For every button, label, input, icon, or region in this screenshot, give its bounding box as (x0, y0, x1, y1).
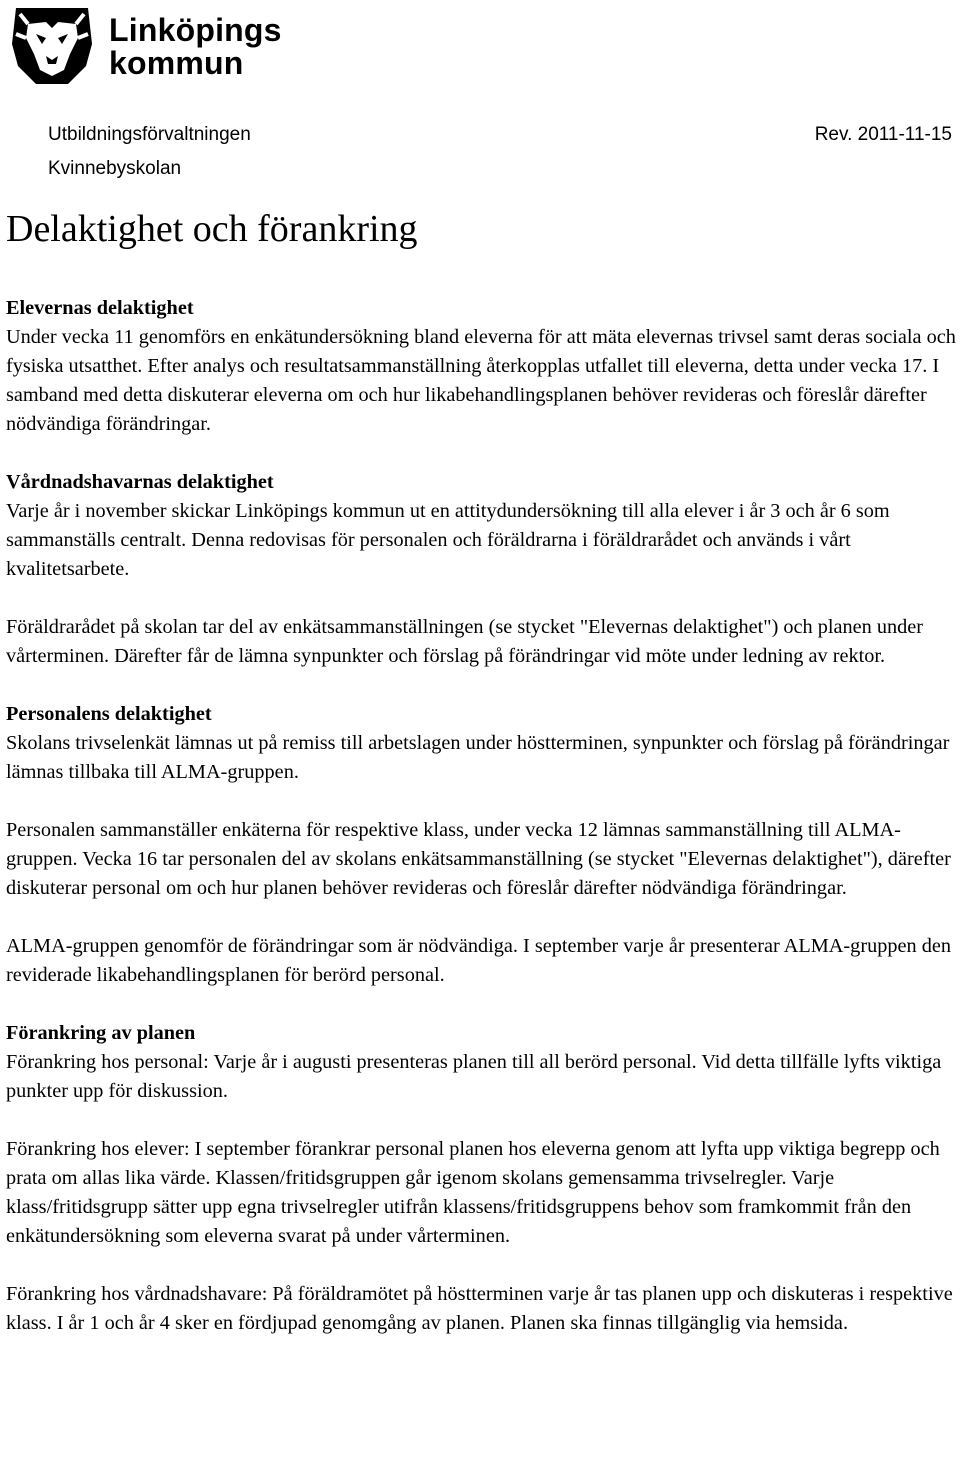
paragraph: Under vecka 11 genomförs en enkätundersökning bland eleverna för att mäta elevernas trivsel samt deras sociala och fysiska utsatthet. Efter analys och resultatsammanställning återkopplas utfallet till eleverna, detta under vecka 17. I samband med detta diskuterar eleverna om och hur likabehandlingsplanen behöver revideras och föreslår därefter nödvändiga förändringar. (6, 326, 956, 435)
logo-wordmark (109, 14, 282, 80)
paragraph: Varje år i november skickar Linköpings kommun ut en attitydundersökning till alla elever i år 3 och år 6 som sammanställs centralt. Denna redovisas för personalen och föräldrarna i föräldrarådet och används i vårt kvalitetsarbete. (6, 500, 890, 580)
section-heading-vardnadshavare: Vårdnadshavarnas delaktighet (6, 471, 274, 493)
paragraph: ALMA-gruppen genomför de förändringar som är nödvändiga. I september varje år presenterar ALMA-gruppen den reviderade likabehandlingsplanen för berörd personal. (6, 935, 951, 986)
logo-line-1: Linköpings (109, 12, 282, 48)
paragraph: Förankring hos vårdnadshavare: På föräldramötet på höstterminen varje år tas planen upp och diskuteras i respektive klass. I år 1 och år 4 sker en fördjupad genomgång av planen. Planen ska finnas tillgänglig via hemsida. (6, 1283, 953, 1334)
document-title: Delaktighet och förankring (6, 208, 418, 250)
paragraph: Skolans trivselenkät lämnas ut på remiss till arbetslagen under höstterminen, synpunkter och förslag på förändringar lämnas tillbaka till ALMA-gruppen. (6, 732, 950, 783)
revision-date: Rev. 2011-11-15 (814, 124, 952, 145)
logo-line-2: kommun (109, 45, 244, 81)
municipality-logo (6, 4, 306, 88)
lion-crest-icon (6, 4, 98, 88)
school-name: Kvinnebyskolan (48, 158, 182, 179)
paragraph: Föräldrarådet på skolan tar del av enkätsammanställningen (se stycket "Elevernas delaktighet") och planen under vårterminen. Därefter får de lämna synpunkter och förslag på förändringar vid möte under ledning av rektor. (6, 616, 924, 667)
section-heading-forankring: Förankring av planen (6, 1022, 196, 1044)
paragraph: Förankring hos elever: I september förankrar personal planen hos eleverna genom att lyfta upp viktiga begrepp och prata om allas lika värde. Klassen/fritidsgruppen går igenom skolans gemensamma trivselregler. Varje klass/fritidsgrupp sätter upp egna trivselregler utifrån klassens/fritidsgruppens behov som framkommit från den enkätundersökning som eleverna svarat på under vårterminen. (6, 1138, 940, 1247)
section-heading-elever: Elevernas delaktighet (6, 297, 194, 319)
section-heading-personal: Personalens delaktighet (6, 703, 212, 725)
document-body (6, 294, 956, 1338)
paragraph: Förankring hos personal: Varje år i augusti presenteras planen till all berörd personal. Vid detta tillfälle lyfts viktiga punkter upp för diskussion. (6, 1051, 942, 1102)
department-name: Utbildningsförvaltningen (48, 124, 251, 145)
paragraph: Personalen sammanställer enkäterna för respektive klass, under vecka 12 lämnas sammanställning till ALMA-gruppen. Vecka 16 tar personalen del av skolans enkätsammanställning (se stycket "Elevernas delaktighet"), därefter diskuterar personal om och hur planen behöver revideras och föreslår därefter nödvändiga förändringar. (6, 819, 951, 899)
